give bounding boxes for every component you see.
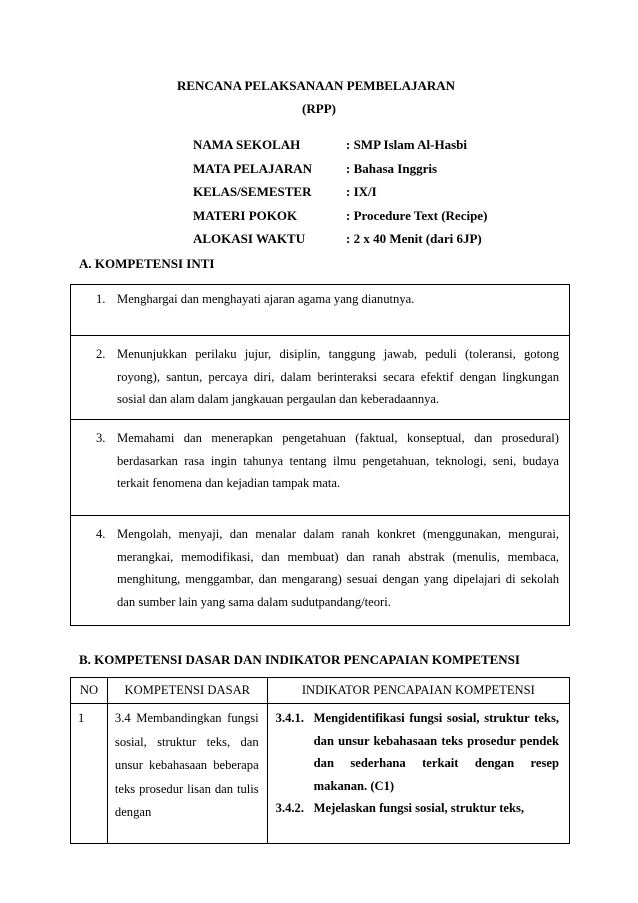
core-competence-item: [71, 285, 569, 335]
basic-competence-text: 3.4 Membandingkan fungsi sosial, struktur teks, dan unsur kebahasaan beberapa teks prosedur lisan dan tulis dengan: [114, 711, 259, 819]
document-title: RENCANA PELAKSANAAN PEMBELAJARAN: [176, 78, 456, 93]
row-number-cell: [71, 704, 108, 844]
indicator-list: [276, 707, 559, 820]
info-row-material: [193, 208, 487, 232]
core-competence-item: [71, 419, 569, 515]
indicator-number: 3.4.1.: [275, 711, 304, 725]
item-number: 3.: [96, 431, 106, 445]
info-row-class: [193, 184, 487, 208]
core-competence-item: [71, 335, 569, 419]
section-a-heading: A. KOMPETENSI INTI: [79, 256, 215, 271]
item-text: Menunjukkan perilaku jujur, disiplin, tanggung jawab, peduli (toleransi, gotong royong), santun, percaya diri, dalam berinteraksi secara efektif dengan lingkungan sosial dan alam dalam jangkauan pergaulan dan keberadaannya.: [117, 347, 559, 406]
info-row-school: [193, 137, 487, 161]
indicator-text: Mejelaskan fungsi sosial, struktur teks,: [313, 801, 525, 815]
item-text: Mengolah, menyaji, dan menalar dalam ranah konkret (menggunakan, mengurai, merangkai, memodifikasi, dan membuat) dan ranah abstrak (menulis, membaca, menghitung, menggambar, dan mengarang) sesuai dengan yang dipelajari di sekolah dan sumber lain yang sama dalam sudutpandang/teori.: [117, 527, 559, 609]
info-label: ALOKASI WAKTU: [193, 231, 306, 246]
info-row-subject: [193, 161, 487, 185]
indicator-item: [276, 797, 559, 820]
info-value: : Procedure Text (Recipe): [346, 207, 488, 223]
item-number: 1.: [96, 292, 106, 306]
item-text: Memahami dan menerapkan pengetahuan (faktual, konseptual, dan prosedural) berdasarkan rasa ingin tahunya tentang ilmu pengetahuan, teknologi, seni, budaya terkait fenomena dan kejadian tampak mata.: [117, 431, 559, 490]
column-header: NO: [71, 678, 108, 704]
info-label: KELAS/SEMESTER: [193, 184, 312, 199]
info-value: : IX/I: [346, 184, 377, 199]
indicator-cell: [267, 704, 569, 844]
info-value: : SMP Islam Al-Hasbi: [346, 137, 467, 152]
item-number: 2.: [96, 347, 106, 361]
basic-competence-cell: [107, 704, 267, 844]
info-row-time: [193, 231, 487, 255]
indicator-item: [276, 707, 559, 797]
item-text: Menghargai dan menghayati ajaran agama yang dianutnya.: [117, 292, 415, 306]
document-subtitle: (RPP): [302, 101, 336, 116]
info-label: NAMA SEKOLAH: [193, 137, 301, 152]
info-value: : Bahasa Inggris: [346, 160, 438, 176]
column-header: KOMPETENSI DASAR: [107, 678, 267, 704]
info-label: MATERI POKOK: [193, 207, 298, 223]
competence-table: [70, 677, 570, 844]
indicator-text: Mengidentifikasi fungsi sosial, struktur teks, dan unsur kebahasaan teks prosedur pendek dan sederhana terkait dengan resep makanan. (C1): [313, 711, 559, 793]
core-competence-item: [71, 515, 569, 625]
column-header: INDIKATOR PENCAPAIAN KOMPETENSI: [267, 678, 569, 704]
table-header-row: [71, 678, 570, 704]
row-number: 1: [78, 711, 85, 725]
info-value: : 2 x 40 Menit (dari 6JP): [346, 231, 482, 246]
item-number: 4.: [96, 527, 106, 541]
table-row: [71, 704, 570, 844]
identity-block: [193, 137, 487, 255]
indicator-number: 3.4.2.: [275, 801, 304, 815]
core-competence-box: [70, 284, 570, 626]
info-label: MATA PELAJARAN: [193, 160, 313, 176]
section-b-heading: B. KOMPETENSI DASAR DAN INDIKATOR PENCAPAIAN KOMPETENSI: [79, 652, 520, 667]
